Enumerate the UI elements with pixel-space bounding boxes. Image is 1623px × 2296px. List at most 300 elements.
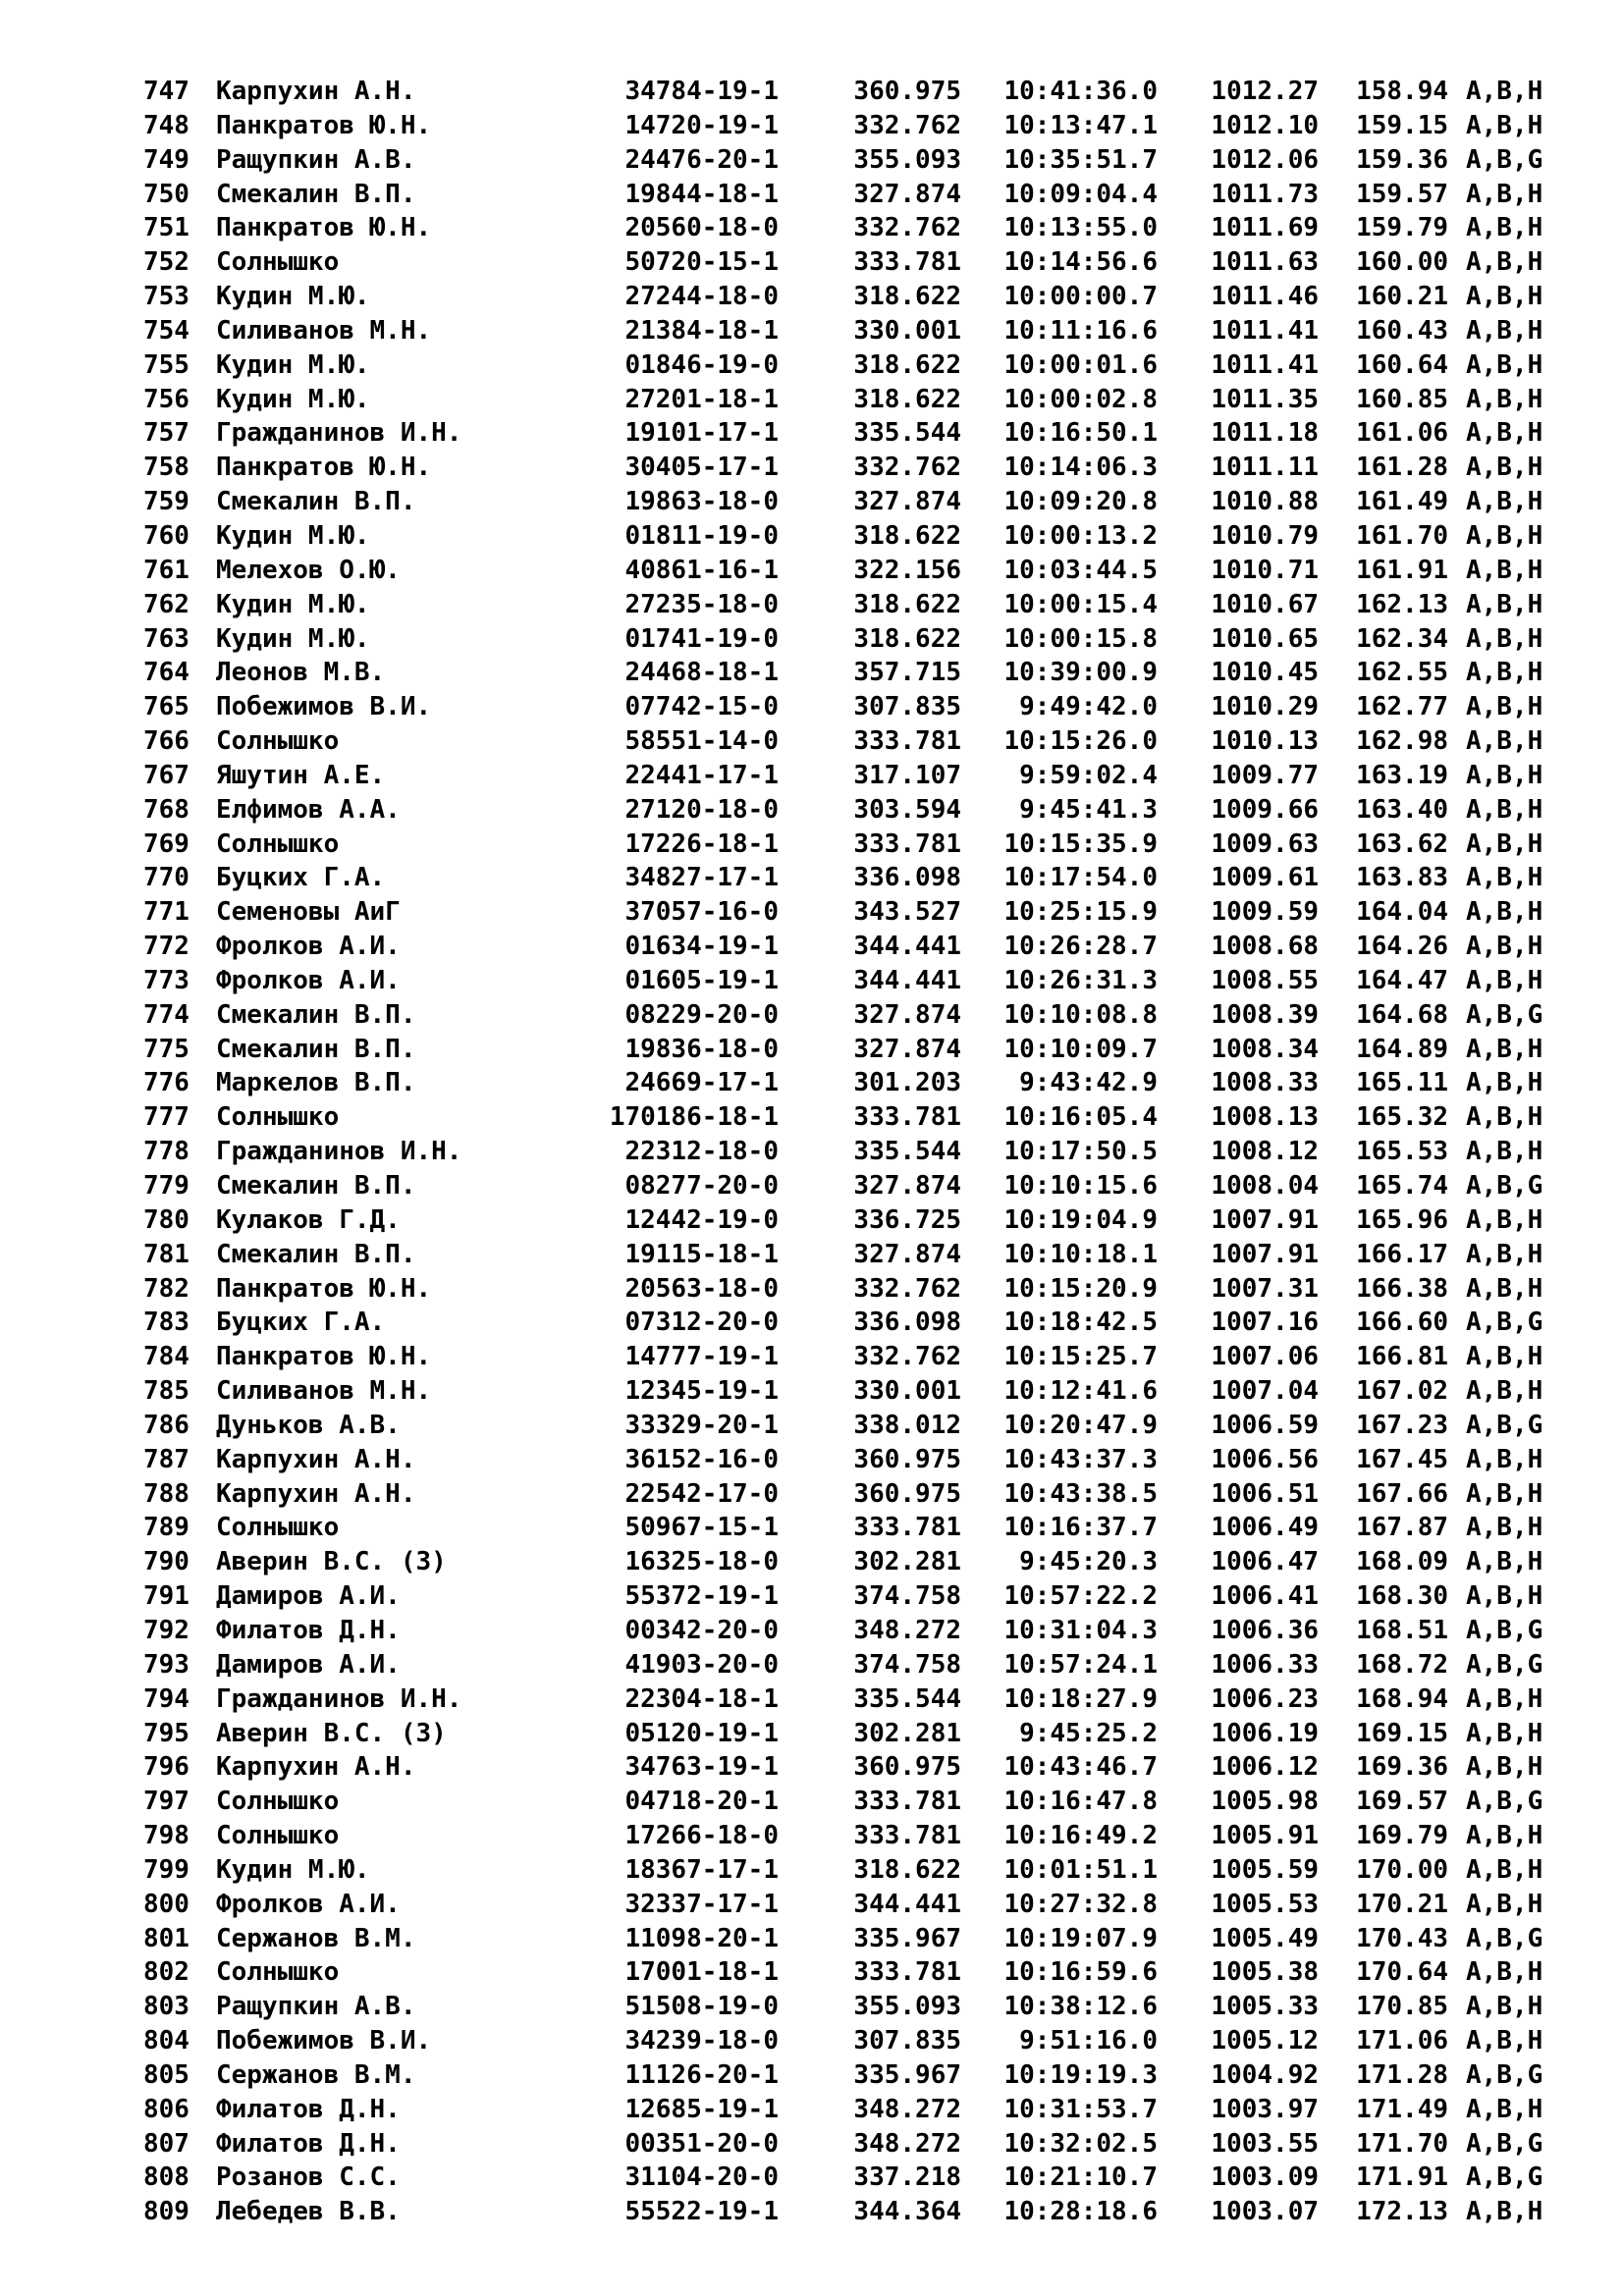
distance: 335.544	[853, 418, 961, 449]
fancier-name: Дамиров А.И.	[216, 1649, 401, 1680]
speed: 1006.19	[1211, 1718, 1319, 1748]
coefficient: 166.38	[1356, 1273, 1448, 1304]
fancier-name: Карпухин А.Н.	[216, 1444, 416, 1474]
ring-number: 01846-19-0	[624, 349, 779, 380]
coefficient: 163.62	[1356, 828, 1448, 859]
fancier-name: Смекалин В.П.	[216, 999, 416, 1030]
result-row	[0, 1374, 1623, 1409]
speed: 1006.33	[1211, 1649, 1319, 1680]
distance: 332.762	[853, 1273, 961, 1304]
distance: 355.093	[853, 144, 961, 175]
category: A,B,G	[1466, 1649, 1543, 1680]
result-row	[0, 211, 1623, 245]
row-number: 771	[143, 897, 189, 928]
fancier-name: Смекалин В.П.	[216, 487, 416, 517]
distance: 338.012	[853, 1410, 961, 1440]
ring-number: 12685-19-1	[624, 2094, 779, 2124]
ring-number: 58551-14-0	[624, 726, 779, 757]
ring-number: 27235-18-0	[624, 589, 779, 619]
ring-number: 22542-17-0	[624, 1478, 779, 1509]
ring-number: 08277-20-0	[624, 1171, 779, 1201]
speed: 1008.55	[1211, 965, 1319, 995]
coefficient: 164.04	[1356, 897, 1448, 928]
category: A,B,H	[1466, 1204, 1543, 1235]
fancier-name: Смекалин В.П.	[216, 1034, 416, 1064]
result-row	[0, 895, 1623, 930]
fancier-name: Маркелов В.П.	[216, 1068, 416, 1098]
arrival-time: 10:43:38.5	[1003, 1478, 1158, 1509]
category: A,B,G	[1466, 1410, 1543, 1440]
speed: 1003.09	[1211, 2163, 1319, 2193]
arrival-time: 10:41:36.0	[1003, 77, 1158, 106]
fancier-name: Побежимов В.И.	[216, 2026, 432, 2056]
coefficient: 162.77	[1356, 692, 1448, 722]
ring-number: 01634-19-1	[624, 932, 779, 962]
result-row	[0, 1203, 1623, 1238]
ring-number: 19101-17-1	[624, 418, 779, 449]
fancier-name: Кудин М.Ю.	[216, 623, 370, 654]
arrival-time: 10:01:51.1	[1003, 1854, 1158, 1885]
category: A,B,H	[1466, 1854, 1543, 1885]
coefficient: 166.60	[1356, 1308, 1448, 1338]
fancier-name: Кудин М.Ю.	[216, 1854, 370, 1885]
ring-number: 00351-20-0	[624, 2128, 779, 2159]
speed: 1005.59	[1211, 1854, 1319, 1885]
distance: 355.093	[853, 1992, 961, 2022]
fancier-name: Кудин М.Ю.	[216, 349, 370, 380]
ring-number: 50720-15-1	[624, 247, 779, 278]
category: A,B,H	[1466, 658, 1543, 688]
category: A,B,H	[1466, 418, 1543, 449]
result-row	[0, 1888, 1623, 1922]
arrival-time: 10:16:05.4	[1003, 1102, 1158, 1133]
result-row	[0, 1614, 1623, 1648]
speed: 1006.23	[1211, 1683, 1319, 1714]
row-number: 795	[143, 1718, 189, 1748]
category: A,B,H	[1466, 315, 1543, 346]
fancier-name: Солнышко	[216, 828, 340, 859]
arrival-time: 10:32:02.5	[1003, 2128, 1158, 2159]
distance: 343.527	[853, 897, 961, 928]
coefficient: 161.49	[1356, 487, 1448, 517]
arrival-time: 10:26:28.7	[1003, 932, 1158, 962]
result-row	[0, 178, 1623, 212]
distance: 318.622	[853, 1854, 961, 1885]
speed: 1011.18	[1211, 418, 1319, 449]
distance: 344.441	[853, 932, 961, 962]
ring-number: 32337-17-1	[624, 1889, 779, 1919]
arrival-time: 10:00:13.2	[1003, 520, 1158, 551]
row-number: 801	[143, 1923, 189, 1953]
row-number: 747	[143, 77, 189, 106]
ring-number: 00342-20-0	[624, 1615, 779, 1645]
fancier-name: Солнышко	[216, 1957, 340, 1988]
speed: 1006.56	[1211, 1444, 1319, 1474]
row-number: 775	[143, 1034, 189, 1064]
row-number: 766	[143, 726, 189, 757]
arrival-time: 10:43:37.3	[1003, 1444, 1158, 1474]
ring-number: 27201-18-1	[624, 384, 779, 414]
ring-number: 170186-18-1	[609, 1102, 779, 1133]
category: A,B,H	[1466, 1957, 1543, 1988]
distance: 330.001	[853, 315, 961, 346]
coefficient: 168.51	[1356, 1615, 1448, 1645]
result-row	[0, 1579, 1623, 1614]
category: A,B,H	[1466, 2094, 1543, 2124]
ring-number: 20560-18-0	[624, 213, 779, 243]
result-row	[0, 519, 1623, 554]
result-row	[0, 1066, 1623, 1100]
speed: 1010.65	[1211, 623, 1319, 654]
category: A,B,G	[1466, 1171, 1543, 1201]
distance: 327.874	[853, 179, 961, 209]
speed: 1003.97	[1211, 2094, 1319, 2124]
speed: 1010.88	[1211, 487, 1319, 517]
ring-number: 19863-18-0	[624, 487, 779, 517]
speed: 1007.91	[1211, 1204, 1319, 1235]
fancier-name: Буцких Г.А.	[216, 1308, 386, 1338]
distance: 348.272	[853, 2128, 961, 2159]
row-number: 808	[143, 2163, 189, 2193]
result-row	[0, 109, 1623, 143]
ring-number: 19844-18-1	[624, 179, 779, 209]
result-row	[0, 1545, 1623, 1579]
row-number: 802	[143, 1957, 189, 1988]
distance: 327.874	[853, 1239, 961, 1269]
speed: 1011.41	[1211, 315, 1319, 346]
coefficient: 160.85	[1356, 384, 1448, 414]
distance: 360.975	[853, 77, 961, 106]
speed: 1007.04	[1211, 1376, 1319, 1407]
category: A,B,H	[1466, 179, 1543, 209]
arrival-time: 10:25:15.9	[1003, 897, 1158, 928]
category: A,B,H	[1466, 897, 1543, 928]
coefficient: 171.91	[1356, 2163, 1448, 2193]
category: A,B,H	[1466, 1239, 1543, 1269]
coefficient: 161.91	[1356, 555, 1448, 585]
ring-number: 16325-18-0	[624, 1547, 779, 1577]
row-number: 796	[143, 1752, 189, 1783]
fancier-name: Панкратов Ю.Н.	[216, 1342, 432, 1372]
distance: 344.364	[853, 2197, 961, 2227]
results-list	[0, 75, 1623, 2229]
category: A,B,G	[1466, 2128, 1543, 2159]
result-row	[0, 416, 1623, 451]
distance: 374.758	[853, 1649, 961, 1680]
coefficient: 165.32	[1356, 1102, 1448, 1133]
speed: 1008.13	[1211, 1102, 1319, 1133]
fancier-name: Лебедев В.В.	[216, 2197, 401, 2227]
row-number: 749	[143, 144, 189, 175]
category: A,B,H	[1466, 932, 1543, 962]
row-number: 764	[143, 658, 189, 688]
row-number: 763	[143, 623, 189, 654]
coefficient: 165.96	[1356, 1204, 1448, 1235]
result-row	[0, 1785, 1623, 1819]
ring-number: 19115-18-1	[624, 1239, 779, 1269]
arrival-time: 10:10:08.8	[1003, 999, 1158, 1030]
result-row	[0, 1922, 1623, 1956]
distance: 333.781	[853, 247, 961, 278]
coefficient: 165.11	[1356, 1068, 1448, 1098]
distance: 337.218	[853, 2163, 961, 2193]
fancier-name: Фролков А.И.	[216, 932, 401, 962]
distance: 318.622	[853, 589, 961, 619]
fancier-name: Кудин М.Ю.	[216, 384, 370, 414]
row-number: 787	[143, 1444, 189, 1474]
fancier-name: Гражданинов И.Н.	[216, 1137, 462, 1167]
fancier-name: Яшутин А.Е.	[216, 760, 386, 790]
category: A,B,H	[1466, 1342, 1543, 1372]
distance: 348.272	[853, 2094, 961, 2124]
coefficient: 168.94	[1356, 1683, 1448, 1714]
ring-number: 22304-18-1	[624, 1683, 779, 1714]
arrival-time: 10:57:22.2	[1003, 1581, 1158, 1612]
result-row	[0, 1750, 1623, 1785]
category: A,B,H	[1466, 520, 1543, 551]
coefficient: 172.13	[1356, 2197, 1448, 2227]
coefficient: 159.36	[1356, 144, 1448, 175]
coefficient: 170.43	[1356, 1923, 1448, 1953]
arrival-time: 10:39:00.9	[1003, 658, 1158, 688]
result-row	[0, 588, 1623, 622]
distance: 322.156	[853, 555, 961, 585]
speed: 1010.45	[1211, 658, 1319, 688]
result-row	[0, 861, 1623, 895]
distance: 344.441	[853, 1889, 961, 1919]
coefficient: 161.06	[1356, 418, 1448, 449]
arrival-time: 10:16:37.7	[1003, 1513, 1158, 1543]
row-number: 781	[143, 1239, 189, 1269]
ring-number: 01605-19-1	[624, 965, 779, 995]
fancier-name: Аверин В.С. (З)	[216, 1547, 447, 1577]
coefficient: 171.06	[1356, 2026, 1448, 2056]
result-row	[0, 485, 1623, 519]
ring-number: 31104-20-0	[624, 2163, 779, 2193]
coefficient: 162.55	[1356, 658, 1448, 688]
result-row	[0, 2058, 1623, 2093]
row-number: 782	[143, 1273, 189, 1304]
coefficient: 166.81	[1356, 1342, 1448, 1372]
fancier-name: Фролков А.И.	[216, 1889, 401, 1919]
ring-number: 24476-20-1	[624, 144, 779, 175]
category: A,B,G	[1466, 1615, 1543, 1645]
result-row	[0, 1306, 1623, 1340]
arrival-time: 10:00:00.7	[1003, 282, 1158, 312]
ring-number: 33329-20-1	[624, 1410, 779, 1440]
arrival-time: 9:59:02.4	[1019, 760, 1158, 790]
arrival-time: 10:15:25.7	[1003, 1342, 1158, 1372]
speed: 1008.04	[1211, 1171, 1319, 1201]
result-row	[0, 1135, 1623, 1169]
row-number: 785	[143, 1376, 189, 1407]
category: A,B,H	[1466, 1821, 1543, 1851]
fancier-name: Побежимов В.И.	[216, 692, 432, 722]
speed: 1011.73	[1211, 179, 1319, 209]
category: A,B,G	[1466, 1923, 1543, 1953]
arrival-time: 10:11:16.6	[1003, 315, 1158, 346]
ring-number: 19836-18-0	[624, 1034, 779, 1064]
arrival-time: 10:00:01.6	[1003, 349, 1158, 380]
coefficient: 164.26	[1356, 932, 1448, 962]
fancier-name: Сержанов В.М.	[216, 1923, 416, 1953]
arrival-time: 10:10:15.6	[1003, 1171, 1158, 1201]
distance: 332.762	[853, 110, 961, 140]
distance: 330.001	[853, 1376, 961, 1407]
ring-number: 07742-15-0	[624, 692, 779, 722]
result-row	[0, 1955, 1623, 1990]
coefficient: 163.19	[1356, 760, 1448, 790]
arrival-time: 9:45:41.3	[1019, 794, 1158, 825]
arrival-time: 10:16:49.2	[1003, 1821, 1158, 1851]
distance: 374.758	[853, 1581, 961, 1612]
row-number: 758	[143, 453, 189, 483]
row-number: 804	[143, 2026, 189, 2056]
coefficient: 158.94	[1356, 77, 1448, 106]
fancier-name: Гражданинов И.Н.	[216, 418, 462, 449]
ring-number: 24669-17-1	[624, 1068, 779, 1098]
category: A,B,G	[1466, 2059, 1543, 2090]
arrival-time: 10:10:09.7	[1003, 1034, 1158, 1064]
row-number: 770	[143, 863, 189, 893]
ring-number: 01741-19-0	[624, 623, 779, 654]
coefficient: 167.02	[1356, 1376, 1448, 1407]
ring-number: 40861-16-1	[624, 555, 779, 585]
category: A,B,H	[1466, 1444, 1543, 1474]
arrival-time: 9:43:42.9	[1019, 1068, 1158, 1098]
coefficient: 165.74	[1356, 1171, 1448, 1201]
result-row	[0, 1100, 1623, 1135]
speed: 1006.59	[1211, 1410, 1319, 1440]
coefficient: 159.15	[1356, 110, 1448, 140]
result-row	[0, 998, 1623, 1033]
coefficient: 168.09	[1356, 1547, 1448, 1577]
arrival-time: 10:31:53.7	[1003, 2094, 1158, 2124]
fancier-name: Дамиров А.И.	[216, 1581, 401, 1612]
row-number: 756	[143, 384, 189, 414]
row-number: 774	[143, 999, 189, 1030]
result-row	[0, 1409, 1623, 1443]
ring-number: 55522-19-1	[624, 2197, 779, 2227]
speed: 1005.91	[1211, 1821, 1319, 1851]
arrival-time: 10:28:18.6	[1003, 2197, 1158, 2227]
category: A,B,H	[1466, 1889, 1543, 1919]
coefficient: 169.57	[1356, 1787, 1448, 1817]
result-row	[0, 1238, 1623, 1272]
ring-number: 08229-20-0	[624, 999, 779, 1030]
arrival-time: 10:38:12.6	[1003, 1992, 1158, 2022]
arrival-time: 10:00:15.8	[1003, 623, 1158, 654]
coefficient: 167.45	[1356, 1444, 1448, 1474]
fancier-name: Панкратов Ю.Н.	[216, 1273, 432, 1304]
result-row	[0, 1169, 1623, 1203]
category: A,B,H	[1466, 213, 1543, 243]
coefficient: 168.72	[1356, 1649, 1448, 1680]
row-number: 789	[143, 1513, 189, 1543]
arrival-time: 9:45:20.3	[1019, 1547, 1158, 1577]
coefficient: 171.49	[1356, 2094, 1448, 2124]
coefficient: 159.79	[1356, 213, 1448, 243]
speed: 1003.07	[1211, 2197, 1319, 2227]
row-number: 798	[143, 1821, 189, 1851]
distance: 332.762	[853, 453, 961, 483]
row-number: 809	[143, 2197, 189, 2227]
result-row	[0, 656, 1623, 690]
speed: 1008.33	[1211, 1068, 1319, 1098]
coefficient: 169.79	[1356, 1821, 1448, 1851]
distance: 336.725	[853, 1204, 961, 1235]
row-number: 767	[143, 760, 189, 790]
speed: 1007.91	[1211, 1239, 1319, 1269]
result-row	[0, 930, 1623, 964]
arrival-time: 9:51:16.0	[1019, 2026, 1158, 2056]
fancier-name: Силиванов М.Н.	[216, 315, 432, 346]
row-number: 748	[143, 110, 189, 140]
row-number: 805	[143, 2059, 189, 2090]
speed: 1009.59	[1211, 897, 1319, 928]
coefficient: 167.87	[1356, 1513, 1448, 1543]
row-number: 757	[143, 418, 189, 449]
ring-number: 22312-18-0	[624, 1137, 779, 1167]
fancier-name: Смекалин В.П.	[216, 1171, 416, 1201]
ring-number: 37057-16-0	[624, 897, 779, 928]
speed: 1010.13	[1211, 726, 1319, 757]
result-row	[0, 2195, 1623, 2229]
coefficient: 170.64	[1356, 1957, 1448, 1988]
row-number: 752	[143, 247, 189, 278]
fancier-name: Гражданинов И.Н.	[216, 1683, 462, 1714]
coefficient: 170.00	[1356, 1854, 1448, 1885]
distance: 344.441	[853, 965, 961, 995]
result-row	[0, 1648, 1623, 1682]
result-row	[0, 1443, 1623, 1477]
result-row	[0, 2161, 1623, 2195]
arrival-time: 10:13:47.1	[1003, 110, 1158, 140]
row-number: 797	[143, 1787, 189, 1817]
distance: 336.098	[853, 863, 961, 893]
speed: 1005.12	[1211, 2026, 1319, 2056]
result-row	[0, 690, 1623, 724]
category: A,B,H	[1466, 1273, 1543, 1304]
category: A,B,H	[1466, 1992, 1543, 2022]
ring-number: 17266-18-0	[624, 1821, 779, 1851]
result-row	[0, 759, 1623, 793]
category: A,B,H	[1466, 1102, 1543, 1133]
row-number: 790	[143, 1547, 189, 1577]
speed: 1011.11	[1211, 453, 1319, 483]
category: A,B,H	[1466, 487, 1543, 517]
distance: 327.874	[853, 999, 961, 1030]
fancier-name: Филатов Д.Н.	[216, 1615, 401, 1645]
result-row	[0, 245, 1623, 280]
fancier-name: Аверин В.С. (З)	[216, 1718, 447, 1748]
row-number: 777	[143, 1102, 189, 1133]
arrival-time: 10:03:44.5	[1003, 555, 1158, 585]
speed: 1003.55	[1211, 2128, 1319, 2159]
fancier-name: Фролков А.И.	[216, 965, 401, 995]
ring-number: 07312-20-0	[624, 1308, 779, 1338]
arrival-time: 10:15:20.9	[1003, 1273, 1158, 1304]
fancier-name: Солнышко	[216, 1787, 340, 1817]
category: A,B,H	[1466, 282, 1543, 312]
fancier-name: Филатов Д.Н.	[216, 2094, 401, 2124]
arrival-time: 10:57:24.1	[1003, 1649, 1158, 1680]
ring-number: 11098-20-1	[624, 1923, 779, 1953]
ring-number: 41903-20-0	[624, 1649, 779, 1680]
fancier-name: Филатов Д.Н.	[216, 2128, 401, 2159]
distance: 348.272	[853, 1615, 961, 1645]
fancier-name: Карпухин А.Н.	[216, 77, 416, 106]
